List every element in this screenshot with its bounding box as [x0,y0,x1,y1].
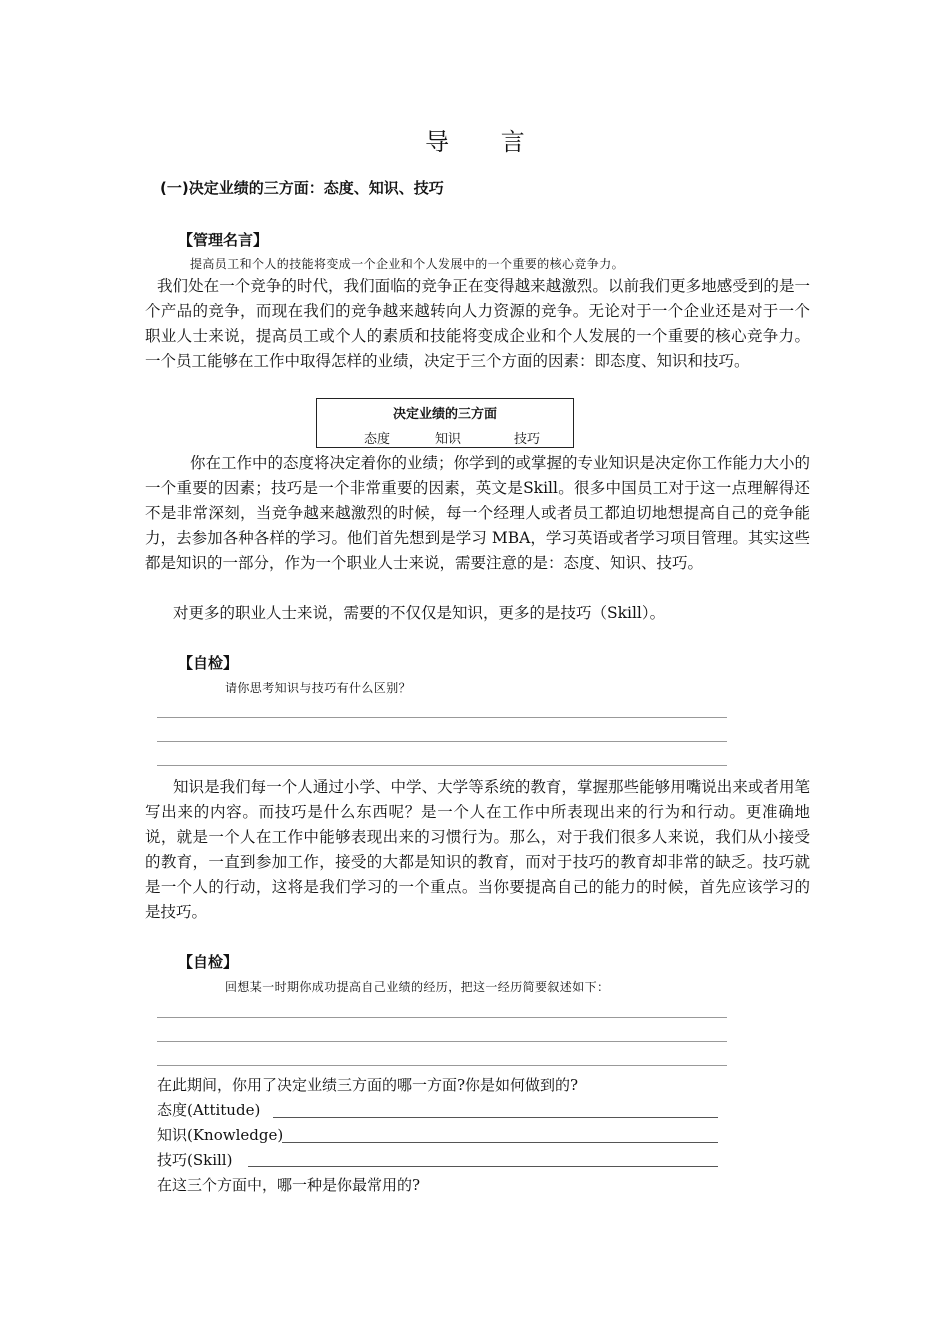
answer-line[interactable] [157,1041,727,1042]
question-most-used: 在这三个方面中，哪一种是你最常用的? [157,1176,421,1194]
box-item-skill: 技巧 [514,432,541,447]
attitude-answer-line[interactable] [273,1117,718,1118]
management-quote-label: 【管理名言】 [178,231,269,249]
three-aspects-box-title: 决定业绩的三方面 [392,407,497,422]
answer-line[interactable] [157,741,727,742]
answer-line[interactable] [157,717,727,718]
attitude-label: 态度(Attitude) [157,1101,261,1119]
paragraph-skill-emphasis: 对更多的职业人士来说，需要的不仅仅是知识，更多的是技巧（Skill）。 [173,604,666,622]
paragraph-intro: 我们处在一个竞争的时代，我们面临的竞争正在变得越来越激烈。以前我们更多地感受到的是一个产品的竞争，而现在我们的竞争越来越转向人力资源的竞争。无论对于一个企业还是对于一个职业人士来说，提高员工或个人的素质和技能将变成企业和个人发展的一个重要的核心竞争力。一个员工能够在工作中取得怎样的业绩，决定于三个方面的因素：即态度、知识和技巧。 [145,277,810,370]
answer-line[interactable] [157,1065,727,1066]
skill-answer-line[interactable] [248,1166,718,1167]
answer-line[interactable] [157,1017,727,1018]
box-item-knowledge: 知识 [435,432,462,447]
answer-line[interactable] [157,765,727,766]
knowledge-answer-line[interactable] [282,1142,718,1143]
self-check-prompt-2: 回想某一时期你成功提高自己业绩的经历，把这一经历简要叙述如下： [225,980,610,994]
question-which-aspect: 在此期间，你用了决定业绩三方面的哪一方面?你是如何做到的? [157,1076,579,1094]
self-check-label-2: 【自检】 [178,953,239,971]
paragraph-attitude-knowledge-skill: 你在工作中的态度将决定着你的业绩；你学到的或掌握的专业知识是决定你工作能力大小的一个重要的因素；技巧是一个非常重要的因素，英文是Skill。很多中国员工对于这一点理解得还不是非常深刻，当竞争越来越激烈的时候，每一个经理人或者员工都迫切地想提高自己的竞争能力，去参加各种各样的学习。他们首先想到是学习 MBA，学习英语或者学习项目管理。其实这些都是知识的一部分，作为一个职业人士来说，需要注意的是：态度、知识、技巧。 [145,454,811,572]
page-title: 导 言 [425,128,547,156]
paragraph-knowledge-vs-skill: 知识是我们每一个人通过小学、中学、大学等系统的教育，掌握那些能够用嘴说出来或者用笔写出来的内容。而技巧是什么东西呢？是一个人在工作中所表现出来的行为和行动。更准确地说，就是一个人在工作中能够表现出来的习惯行为。那么，对于我们很多人来说，我们从小接受的教育，一直到参加工作，接受的大都是知识的教育，而对于技巧的教育却非常的缺乏。技巧就是一个人的行动，这将是我们学习的一个重点。当你要提高自己的能力的时候，首先应该学习的是技巧。 [145,778,810,921]
skill-label: 技巧(Skill) [157,1151,233,1169]
knowledge-label: 知识(Knowledge) [157,1126,284,1144]
section-heading: (一)决定业绩的三方面：态度、知识、技巧 [160,179,444,197]
box-item-attitude: 态度 [364,432,391,447]
self-check-label-1: 【自检】 [178,654,239,672]
management-quote-text: 提高员工和个人的技能将变成一个企业和个人发展中的一个重要的核心竞争力。 [190,257,625,271]
self-check-prompt-1: 请你思考知识与技巧有什么区别？ [225,681,412,695]
three-aspects-box [316,398,574,448]
